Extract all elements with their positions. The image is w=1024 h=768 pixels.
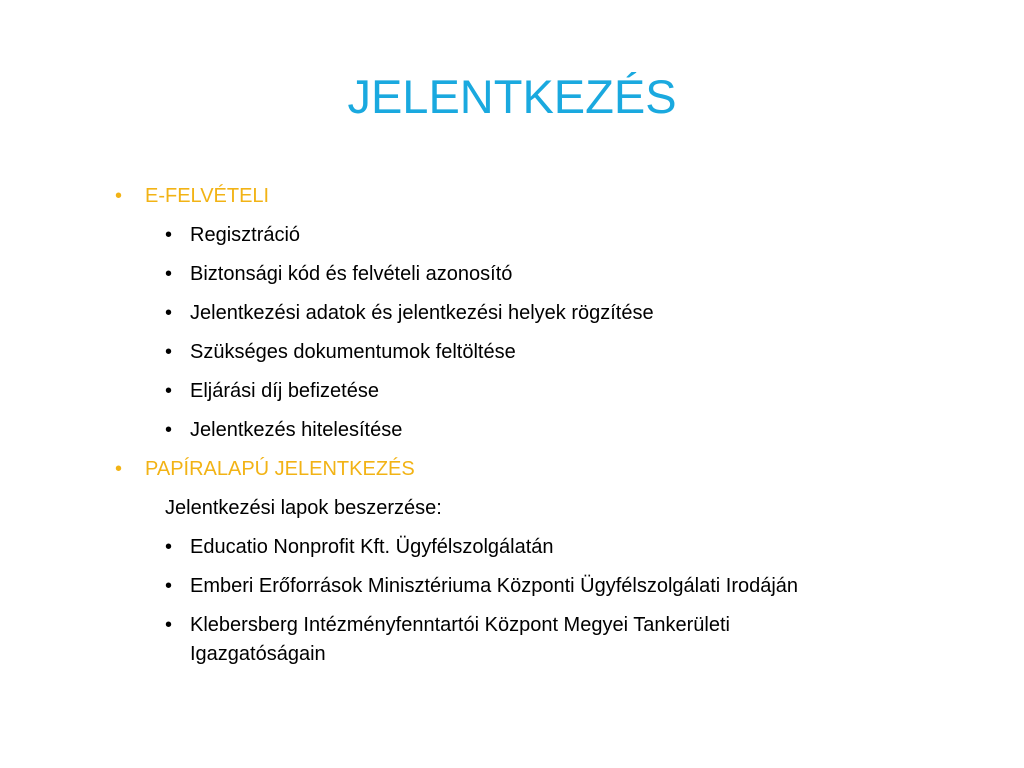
bullet-icon: • xyxy=(115,185,123,207)
bullet-icon: • xyxy=(115,458,123,480)
list-item-label: Eljárási díj befizetése xyxy=(190,380,379,402)
slide-title: JELENTKEZÉS xyxy=(347,70,677,123)
bullet-icon: • xyxy=(165,341,173,363)
list-item-label: Emberi Erőforrások Minisztériuma Központi Ügyfélszolgálati Irodáján xyxy=(190,575,799,597)
list-item-label: Igazgatóságain xyxy=(190,643,326,665)
bullet-icon: • xyxy=(165,302,173,324)
bullet-icon: • xyxy=(165,380,173,402)
bullet-icon: • xyxy=(165,419,173,441)
bullet-icon: • xyxy=(165,224,173,246)
bullet-icon: • xyxy=(165,575,173,597)
list-item-label: Educatio Nonprofit Kft. Ügyfélszolgálatán xyxy=(190,536,554,558)
list-item-label: Regisztráció xyxy=(190,224,301,246)
bullet-icon: • xyxy=(165,263,173,285)
list-item-label: PAPÍRALAPÚ JELENTKEZÉS xyxy=(145,458,415,480)
list-item-label: Jelentkezési lapok beszerzése: xyxy=(165,497,442,519)
bullet-icon: • xyxy=(165,536,173,558)
list-item-label: E-FELVÉTELI xyxy=(145,185,270,207)
list-item-label: Biztonsági kód és felvételi azonosító xyxy=(190,263,513,285)
list-item-label: Jelentkezés hitelesítése xyxy=(190,419,403,441)
bullet-icon: • xyxy=(165,614,173,636)
list-item-label: Jelentkezési adatok és jelentkezési helyek rögzítése xyxy=(190,302,654,324)
list-item-label: Szükséges dokumentumok feltöltése xyxy=(190,341,516,363)
list-item-label: Klebersberg Intézményfenntartói Központ Megyei Tankerületi xyxy=(190,614,730,636)
